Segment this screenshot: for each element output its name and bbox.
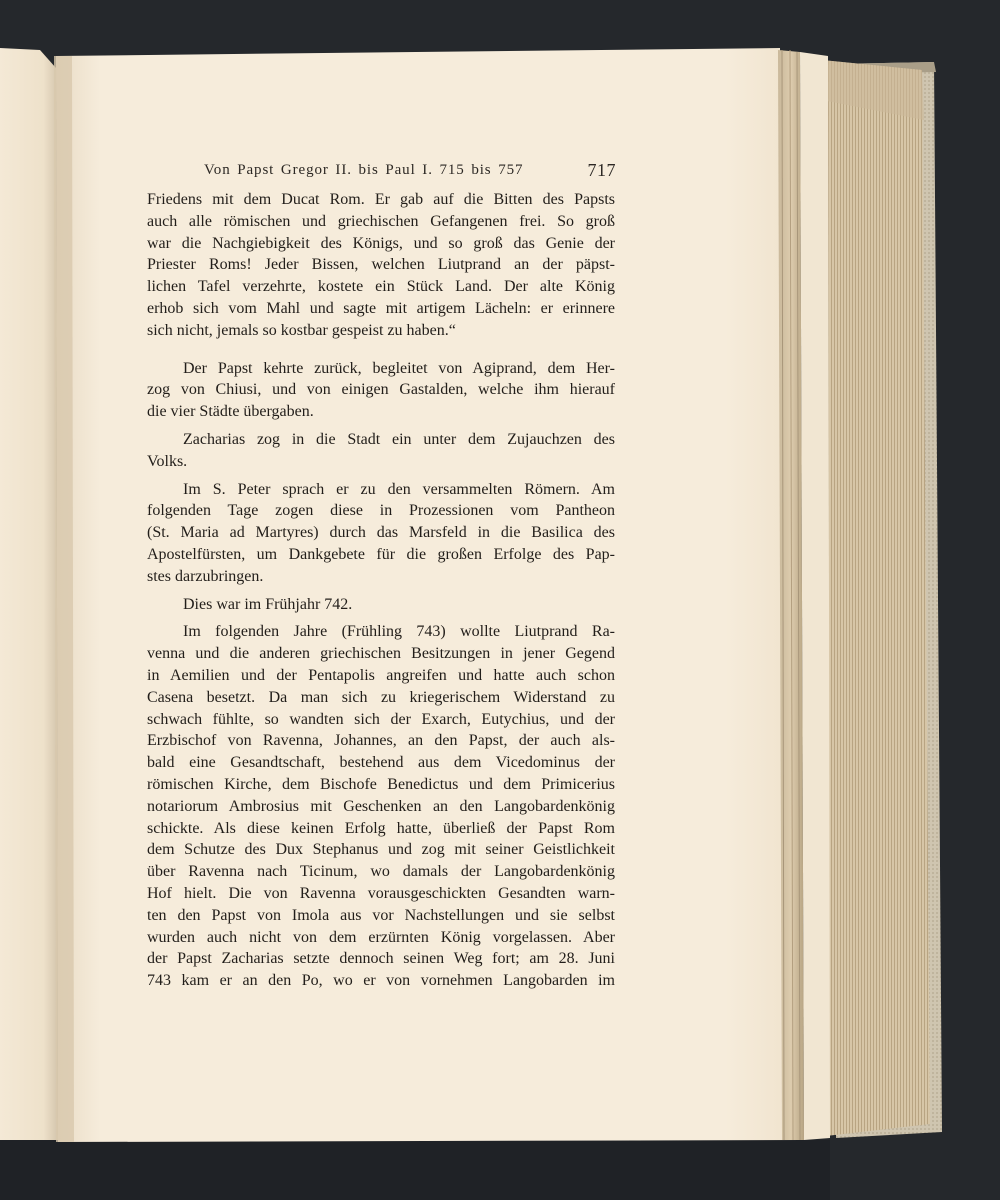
paragraph xyxy=(147,429,615,473)
text-line: über Ravenna nach Ticinum, wo damals der Langobardenkönig xyxy=(147,863,615,881)
text-line: war die Nachgiebigkeit des Königs, und so groß das Genie der xyxy=(147,234,615,252)
paragraph xyxy=(147,621,615,992)
text-line: ten den Papst von Imola aus vor Nachstellungen und sie selbst xyxy=(147,906,615,924)
left-page xyxy=(0,48,58,1142)
paragraph xyxy=(147,479,615,588)
body-text xyxy=(147,189,615,992)
text-line: erhob sich vom Mahl und sagte mit artigem Lächeln: er erinnere xyxy=(147,299,615,317)
text-line: Volks. xyxy=(147,452,188,470)
text-line: notariorum Ambrosius mit Geschenken an den Langobardenkönig xyxy=(147,797,615,815)
text-line: Hof hielt. Die von Ravenna vorausgeschickten Gesandten warn- xyxy=(147,884,615,902)
page-header xyxy=(204,160,616,186)
text-line: stes darzubringen. xyxy=(147,567,264,585)
text-line: Im folgenden Jahre (Frühling 743) wollte Liutprand Ra- xyxy=(183,623,615,641)
text-line: 743 kam er an den Po, wo er von vornehmen Langobarden im xyxy=(147,972,615,990)
text-line: Dies war im Frühjahr 742. xyxy=(183,595,353,613)
text-line: Apostelfürsten, um Dankgebete für die großen Erfolge des Pap- xyxy=(147,545,615,563)
text-line: auch alle römischen und griechischen Gefangenen frei. So groß xyxy=(147,212,615,230)
page-number: 717 xyxy=(587,160,616,180)
page-block-edge xyxy=(822,60,930,1136)
text-line: Priester Roms! Jeder Bissen, welchen Liutprand an der päpst- xyxy=(147,256,615,274)
paragraph xyxy=(147,189,615,342)
text-line: römischen Kirche, dem Bischofe Benedictus und dem Primicerius xyxy=(147,775,615,793)
facing-page-sliver xyxy=(800,52,830,1140)
text-line: Erzbischof von Ravenna, Johannes, an den Papst, der auch als- xyxy=(147,732,615,750)
gutter-shadow xyxy=(54,56,74,1142)
text-line: venna und die anderen griechischen Besitzungen in jener Gegend xyxy=(147,645,615,663)
running-title: Von Papst Gregor II. bis Paul I. 715 bis 757 xyxy=(204,162,524,178)
text-line: (St. Maria ad Martyres) durch das Marsfeld in die Basilica des xyxy=(147,524,615,542)
paragraph xyxy=(147,594,615,616)
text-line: bald eine Gesandtschaft, bestehend aus dem Vicedominus der xyxy=(147,754,615,772)
text-line: Friedens mit dem Ducat Rom. Er gab auf die Bitten des Papsts xyxy=(147,191,615,208)
text-line: der Papst Zacharias setzte dennoch seinen Weg fort; am 28. Juni xyxy=(147,950,615,968)
text-line: schwach fühlte, so wandten sich der Exarch, Eutychius, und der xyxy=(147,710,615,728)
text-line: folgenden Tage zogen diese in Prozessionen vom Pantheon xyxy=(147,502,615,520)
text-line: Casena besetzt. Da man sich zu kriegerischem Widerstand zu xyxy=(147,688,615,706)
text-line: zog von Chiusi, und von einigen Gastalden, welche ihm hierauf xyxy=(147,381,615,399)
paragraph xyxy=(147,358,615,423)
text-line: Der Papst kehrte zurück, begleitet von Agiprand, dem Her- xyxy=(183,359,615,377)
text-line: schickte. Als diese keinen Erfolg hatte, überließ der Papst Rom xyxy=(147,819,615,837)
text-line: lichen Tafel verzehrte, kostete ein Stück Land. Der alte König xyxy=(147,278,615,296)
text-line: Zacharias zog in die Stadt ein unter dem Zujauchzen des xyxy=(183,430,615,448)
text-line: dem Schutze des Dux Stephanus und zog mit seiner Geistlichkeit xyxy=(147,841,615,859)
text-line: wurden auch nicht von dem erzürnten König vorgelassen. Aber xyxy=(147,928,615,946)
text-line: in Aemilien und der Pentapolis angreifen und hatte auch schon xyxy=(147,666,615,684)
text-line: sich nicht, jemals so kostbar gespeist zu haben.“ xyxy=(147,321,456,339)
text-line: Im S. Peter sprach er zu den versammelten Römern. Am xyxy=(183,480,615,498)
text-line: die vier Städte übergaben. xyxy=(147,403,314,421)
